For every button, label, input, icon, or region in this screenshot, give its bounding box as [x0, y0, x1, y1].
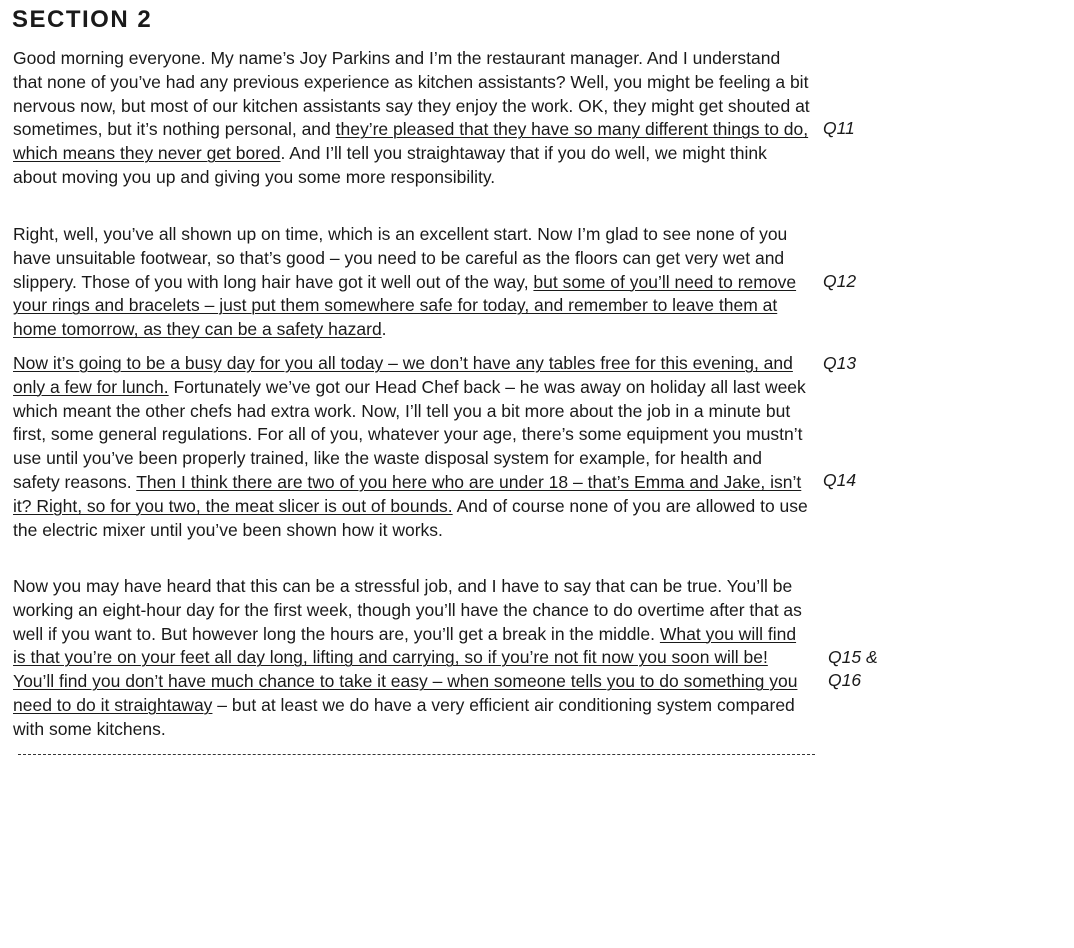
body-text: Right, well, you’ve all shown up on time, which is an excellent start. Now I’m glad to see none of you have unsuitable footwear, so that’s good – you need to be careful as the floors can get very wet and slippery. Those of you with long hair have got it well out of the way,: [13, 224, 788, 292]
paragraph-3: [13, 352, 813, 542]
body-text: And of course none of you are allowed to use the electric mixer until you’ve been shown how it works.: [13, 495, 808, 540]
paragraph-4: [13, 575, 813, 742]
body-text: Good morning everyone. My name’s Joy Parkins and I’m the restaurant manager. And I understand that none of you’ve had any previous experience as kitchen assistants? Well, you might be feeling a bit nervous now, but most of our kitchen assistants say they enjoy the work. OK, they might get shouted at sometimes, but it’s nothing personal, and: [13, 48, 810, 140]
body-text: – but at least we do have a very efficient air conditioning system compared with some kitchens.: [13, 694, 795, 739]
section-title: SECTION 2: [12, 6, 153, 33]
dashed-divider: [18, 754, 815, 755]
body-text: Fortunately we’ve got our Head Chef back – he was away on holiday all last week which meant the other chefs had extra work. Now, I’ll tell you a bit more about the job in a minute but first, some general regulations. For all of you, whatever your age, there’s some equipment you mustn’t use until you’ve been properly trained, like the waste disposal system for example, for health and safety reasons.: [13, 376, 806, 492]
question-marker-q13: Q13: [823, 353, 857, 373]
paragraph-2: [13, 223, 813, 342]
body-text: . And I’ll tell you straightaway that if you do well, we might think about moving you up and giving you some more responsibility.: [13, 143, 767, 187]
question-marker-q12: Q12: [823, 271, 857, 291]
body-text: .: [381, 319, 387, 340]
question-marker-q15: Q15 &: [828, 647, 878, 667]
paragraph-1: [13, 47, 813, 190]
question-marker-q16: Q16: [828, 670, 862, 690]
underlined-answer-text: Now it’s going to be a busy day for you all today – we don’t have any tables free for this evening, and only a few for lunch.: [13, 353, 793, 397]
underlined-answer-text: What you will find is that you’re on your feet all day long, lifting and carrying, so if you’re not fit now you soon will be! You’ll find you don’t have much chance to take it easy – when someone tells you to do something you need to do it straightaway: [13, 623, 798, 715]
question-marker-q14: Q14: [823, 470, 857, 490]
underlined-answer-text: Then I think there are two of you here who are under 18 – that’s Emma and Jake, isn’t it? Right, so for you two, the meat slicer is out of bounds.: [13, 471, 802, 516]
question-marker-q11: Q11: [823, 118, 855, 138]
underlined-answer-text: they’re pleased that they have so many different things to do, which means they never get bored: [13, 119, 809, 164]
body-text: Now you may have heard that this can be a stressful job, and I have to say that can be true. You’ll be working an eight-hour day for the first week, though you’ll have the chance to do overtime after that as well if you want to. But however long the hours are, you’ll get a break in the middle.: [13, 576, 802, 644]
underlined-answer-text: but some of you’ll need to remove your rings and bracelets – just put them somewhere safe for today, and remember to leave them at home tomorrow, as they can be a safety hazard: [13, 271, 797, 340]
